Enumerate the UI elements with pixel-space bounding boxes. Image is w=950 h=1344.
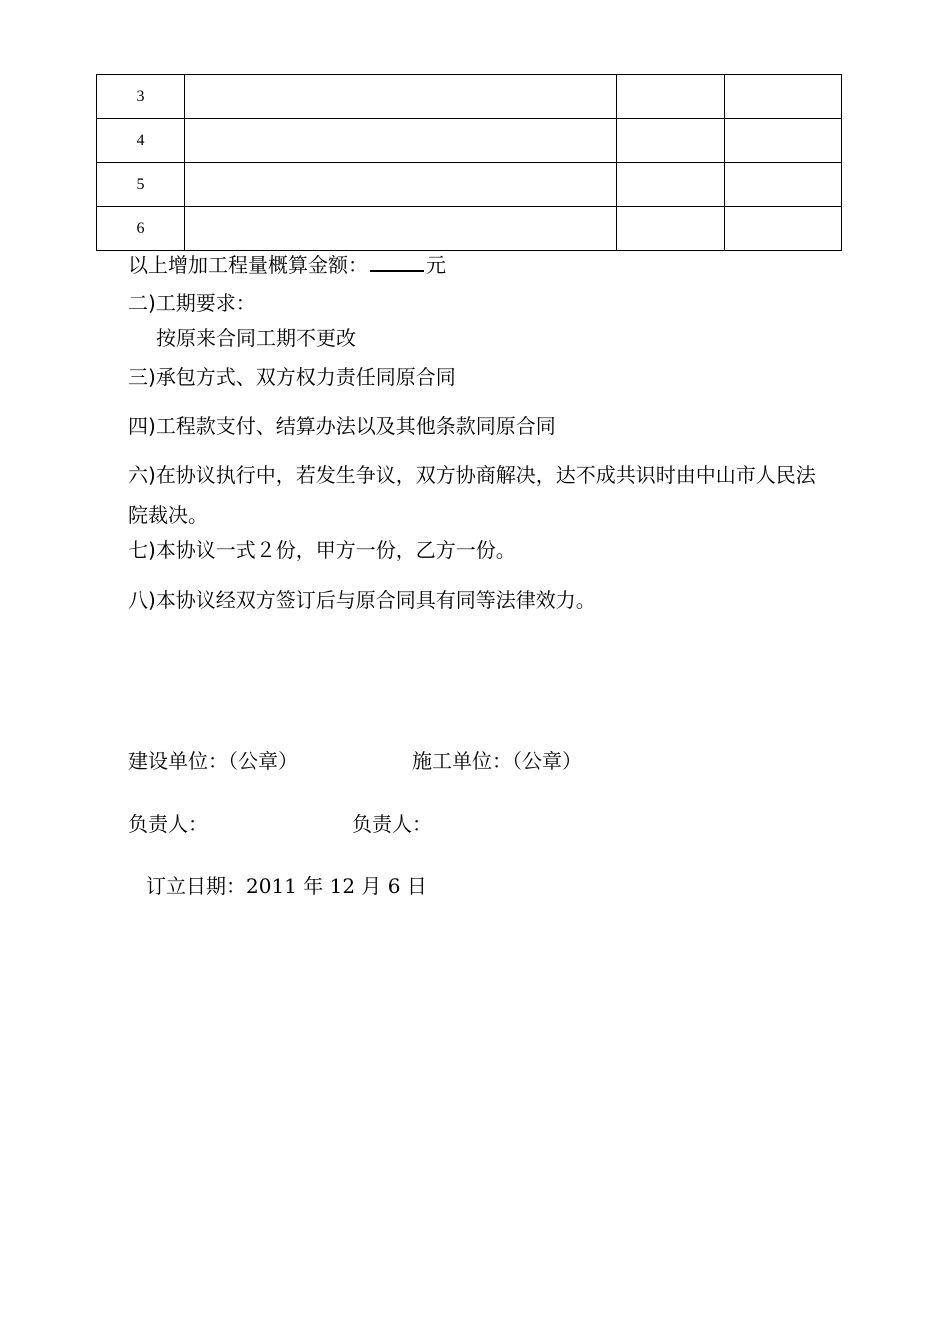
value-cell <box>617 163 725 207</box>
clause-7-number: 七) <box>128 538 156 562</box>
clause-7-text: 本协议一式２份，甲方一份，乙方一份。 <box>155 538 516 562</box>
item-cell <box>185 75 617 119</box>
clause-2-number: 二) <box>128 291 156 315</box>
clause-3-text: 承包方式、双方权力责任同原合同 <box>155 365 456 389</box>
clause-4-number: 四) <box>128 414 156 438</box>
table-row <box>97 207 842 251</box>
row-number: 4 <box>97 119 185 163</box>
row-number: 5 <box>97 163 185 207</box>
item-cell <box>185 207 617 251</box>
total-amount-label: 以上增加工程量概算金额： <box>128 253 368 277</box>
total-amount-line <box>128 245 446 285</box>
items-table <box>96 74 842 251</box>
value-cell <box>725 75 842 119</box>
clause-4-text: 工程款支付、结算办法以及其他条款同原合同 <box>155 414 556 438</box>
value-cell <box>725 163 842 207</box>
signing-date: 订立日期：2011 年 12 月 6 日 <box>146 874 427 898</box>
table-row <box>97 119 842 163</box>
table-row <box>97 163 842 207</box>
table-row <box>97 75 842 119</box>
clause-6-number: 六) <box>128 463 156 487</box>
clause-8-text: 本协议经双方签订后与原合同具有同等法律效力。 <box>155 588 596 612</box>
value-cell <box>617 119 725 163</box>
item-cell <box>185 119 617 163</box>
row-number: 6 <box>97 207 185 251</box>
item-cell <box>185 163 617 207</box>
clause-8-number: 八) <box>128 588 156 612</box>
clause-2 <box>128 283 256 323</box>
value-cell <box>617 75 725 119</box>
value-cell <box>617 207 725 251</box>
value-cell <box>725 207 842 251</box>
value-cell <box>725 119 842 163</box>
total-amount-unit: 元 <box>426 253 446 277</box>
clause-3-number: 三) <box>128 365 156 389</box>
row-number: 3 <box>97 75 185 119</box>
clause-6-text: 在协议执行中，若发生争议，双方协商解决，达不成共识时由中山市人民法院裁决。 <box>128 463 816 527</box>
clause-3 <box>128 357 456 397</box>
contractor-person-label: 负责人： <box>352 812 432 836</box>
clause-7 <box>128 530 516 570</box>
clause-2-text: 工期要求： <box>155 291 256 315</box>
clause-4 <box>128 406 556 446</box>
builder-seal-label: 建设单位：（公章） <box>128 749 298 773</box>
contractor-seal-label: 施工单位：（公章） <box>412 749 582 773</box>
clause-6 <box>128 455 828 535</box>
clause-2-detail: 按原来合同工期不更改 <box>156 326 356 350</box>
clause-8 <box>128 580 596 620</box>
total-amount-blank <box>370 250 424 272</box>
builder-person-label: 负责人： <box>128 812 208 836</box>
